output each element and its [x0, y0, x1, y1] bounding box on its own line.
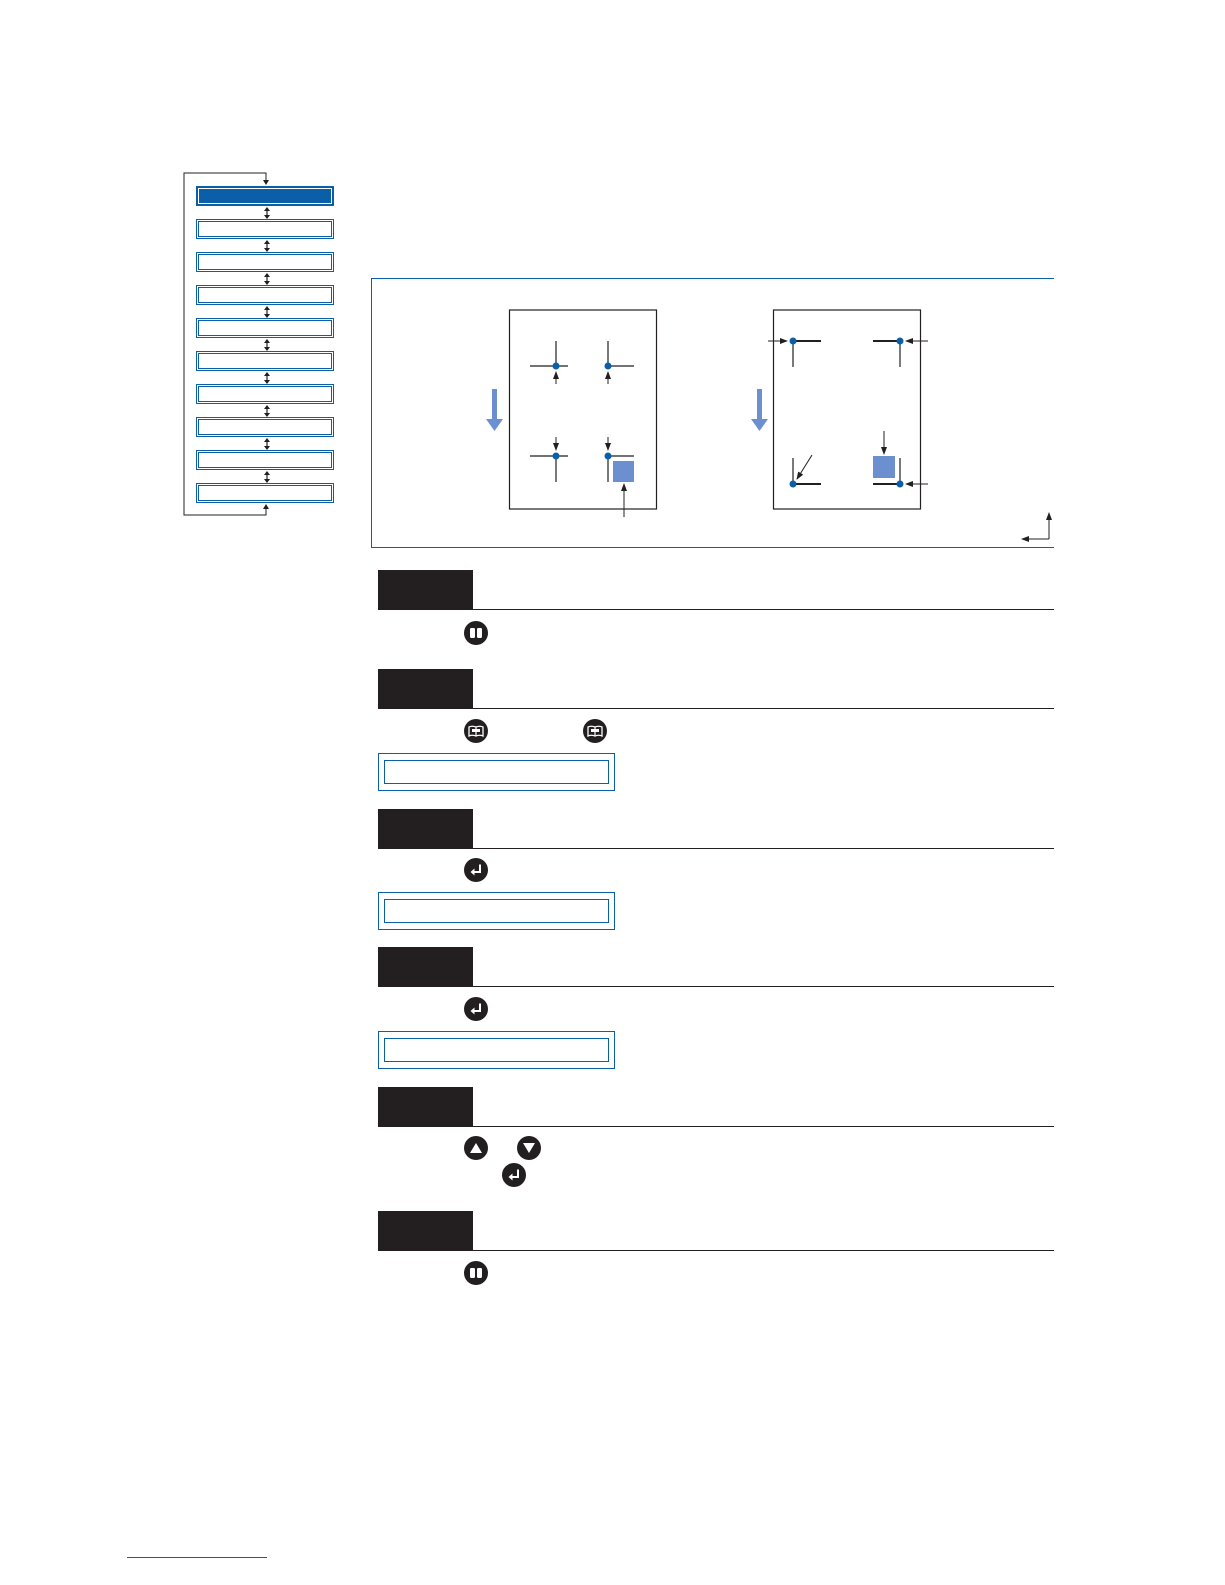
- lcd-display: [378, 892, 615, 930]
- lcd-text: [384, 760, 609, 784]
- up-triangle-icon: [469, 1142, 483, 1154]
- divider: [473, 986, 1054, 988]
- diagram-canvas: [372, 279, 1055, 549]
- registration-mark-diagram: [371, 278, 1054, 548]
- step-tab: [378, 669, 473, 709]
- menu-item-4[interactable]: [196, 285, 334, 305]
- enter-key[interactable]: [464, 997, 488, 1021]
- menu-item-8[interactable]: [196, 417, 334, 437]
- start-marker: [873, 456, 895, 478]
- double-arrow-icon: [262, 405, 272, 417]
- double-arrow-icon: [262, 306, 272, 318]
- step-3-header: [378, 809, 1054, 849]
- step-1-header: [378, 570, 1054, 610]
- step-tab: [378, 1087, 473, 1127]
- up-key[interactable]: [464, 1136, 488, 1160]
- menu-item-1[interactable]: [196, 186, 334, 206]
- menu-item-7[interactable]: [196, 384, 334, 404]
- double-arrow-icon: [262, 240, 272, 252]
- lcd-display: [378, 1031, 615, 1069]
- enter-icon: [469, 1002, 483, 1016]
- menu-key[interactable]: [583, 719, 607, 743]
- lcd-display: [378, 753, 615, 791]
- step-6-header: [378, 1211, 1054, 1251]
- step-tab: [378, 1211, 473, 1251]
- start-marker: [613, 461, 634, 482]
- feed-arrow-icon: [751, 389, 768, 431]
- pause-icon: [469, 1267, 483, 1279]
- double-arrow-icon: [262, 438, 272, 450]
- step-2-header: [378, 669, 1054, 709]
- down-triangle-icon: [522, 1142, 536, 1154]
- pause-key[interactable]: [464, 1261, 488, 1285]
- step-tab: [378, 947, 473, 987]
- divider: [473, 848, 1054, 850]
- menu-key[interactable]: [464, 719, 488, 743]
- menu-item-2[interactable]: [196, 219, 334, 239]
- menu-item-6[interactable]: [196, 351, 334, 371]
- step-tab: [378, 570, 473, 610]
- menu-item-10[interactable]: [196, 483, 334, 503]
- step-4-header: [378, 947, 1054, 987]
- left-sheet: [486, 310, 657, 517]
- enter-icon: [507, 1168, 521, 1182]
- menu-book-icon: [587, 724, 603, 738]
- menu-chain: [182, 170, 342, 525]
- feed-arrow-icon: [486, 389, 503, 431]
- double-arrow-icon: [262, 372, 272, 384]
- step-tab: [378, 809, 473, 849]
- menu-item-5[interactable]: [196, 318, 334, 338]
- double-arrow-icon: [262, 207, 272, 219]
- right-sheet: [751, 310, 928, 509]
- step-5-header: [378, 1087, 1054, 1127]
- double-arrow-icon: [262, 471, 272, 483]
- menu-item-9[interactable]: [196, 450, 334, 470]
- xy-axis-icon: [1022, 513, 1049, 539]
- lcd-text: [384, 1038, 609, 1062]
- double-arrow-icon: [262, 339, 272, 351]
- divider: [473, 1250, 1054, 1252]
- enter-key[interactable]: [502, 1163, 526, 1187]
- footer-link[interactable]: [127, 1557, 267, 1558]
- lcd-text: [384, 899, 609, 923]
- enter-key[interactable]: [464, 858, 488, 882]
- pause-icon: [469, 627, 483, 639]
- down-key[interactable]: [517, 1136, 541, 1160]
- menu-item-3[interactable]: [196, 252, 334, 272]
- divider: [473, 609, 1054, 611]
- divider: [473, 708, 1054, 710]
- pause-key[interactable]: [464, 621, 488, 645]
- menu-book-icon: [468, 724, 484, 738]
- double-arrow-icon: [262, 273, 272, 285]
- enter-icon: [469, 863, 483, 877]
- divider: [473, 1126, 1054, 1128]
